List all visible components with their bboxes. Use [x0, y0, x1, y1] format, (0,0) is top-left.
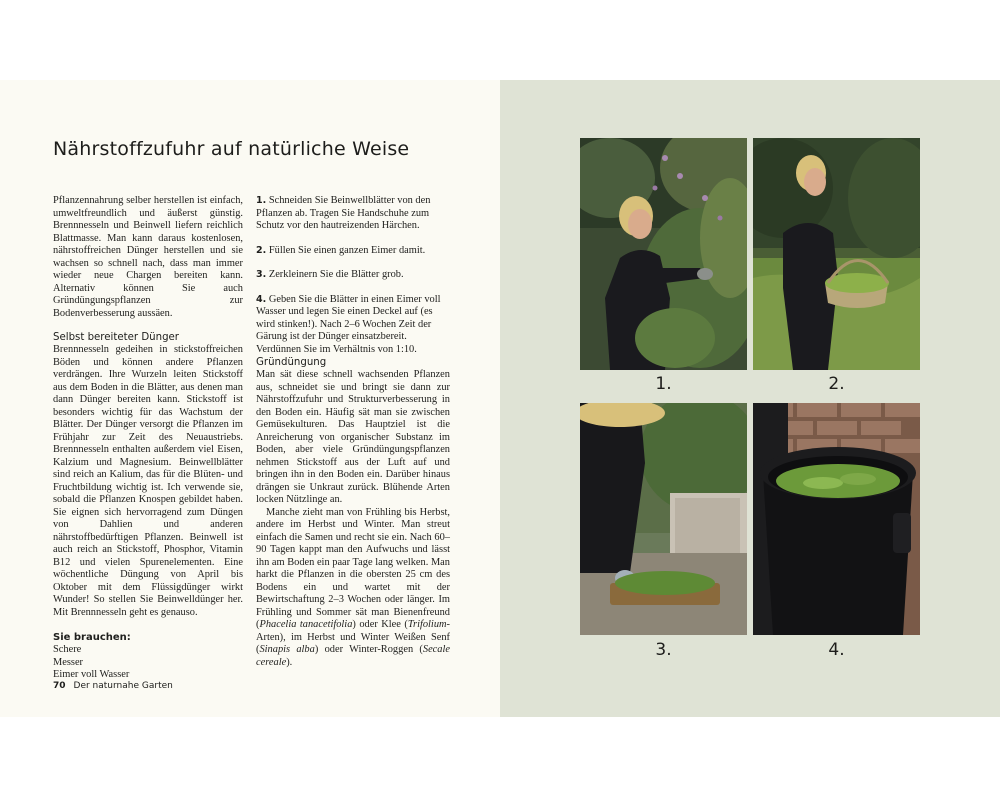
step-2 [256, 245, 450, 258]
duenger-paragraph: Brennnesseln gedeihen in stickstoffreichen Böden und können andere Pflanzen verdrängen. Ihre Wurzeln leiten Stickstoff aus dem Boden in die Blätter, aus denen man dann Dünger bereiten kann. Stickstoff ist besonders wichtig für das Wachstum der Blätter. Der Dünger versorgt die Pflanzen im Frühjahr zur Zeit des Neuaustriebs. Brennnesseln enthalten außerdem viel Eisen, Kalzium und Magnesium. Beinwellblätter sind reich an Kalium, das für die Blüten- und Fruchtbildung wichtig ist. Ich verwende sie, sobald die Pflanzen Knospen gebildet haben. Sie eignen sich hervorragend zum Düngen von Dahlien und anderen nährstoffbedürftigen Pflanzen. Beinwell ist auch reich an Stickstoff, Phosphor, Vitamin B12 und vielen Spurenelementen. Eine wöchentliche Düngung von April bis Oktober mit dem Flüssigdünger wirkt Wunder! So stellen Sie Beinwelldünger her. Mit Brennnesseln geht es genauso. [53, 344, 243, 618]
text-column-2 [256, 195, 450, 669]
left-page [0, 80, 500, 717]
photo-cutting-comfrey [580, 138, 747, 370]
section-heading-gruenduengung: Gründüngung [256, 357, 327, 368]
step-text: Schneiden Sie Beinwellblätter von den Pflanzen ab. Tragen Sie Handschuhe zum Schutz vor den hautreizenden Härchen. [256, 195, 431, 231]
need-item: Messer [53, 656, 84, 668]
gruenduengung-paragraph-1: Man sät diese schnell wachsenden Pflanzen aus, schneidet sie und bringt sie dann zur Nährstoffzufuhr und Strukturverbesserung in den Boden ein. Häufig sät man sie zwischen Gemüsekulturen. Das Hauptziel ist die Anreicherung von organischer Substanz im Boden, aber viele Gründüngungspflanzen nehmen Stickstoff aus der Luft auf und bringen ihn in den Boden ein. Darüber hinaus drängen sie Unkraut zurück. Blühende Arten locken Nützlinge an. [256, 369, 450, 505]
page-footer [53, 681, 173, 691]
page-title: Nährstoffzufuhr auf natürliche Weise [53, 138, 410, 160]
needs-heading: Sie brauchen: [53, 632, 131, 643]
need-item: Eimer voll Wasser [53, 669, 130, 680]
book-title: Der naturnahe Garten [73, 681, 173, 691]
book-spread [0, 80, 1000, 717]
step-1 [256, 195, 450, 233]
photo-chopping-leaves [580, 403, 747, 635]
photo-bucket-leaves [753, 403, 920, 635]
need-item: Schere [53, 644, 82, 655]
section-heading-duenger: Selbst bereiteter Dünger [53, 332, 180, 343]
page-number: 70 [53, 681, 66, 691]
photo-caption-2: 2. [828, 374, 845, 394]
step-number: 3. [256, 269, 267, 280]
photo-caption-4: 4. [828, 640, 845, 660]
step-text: Zerkleinern Sie die Blätter grob. [268, 269, 404, 280]
step-text: Füllen Sie einen ganzen Eimer damit. [268, 244, 426, 256]
step-4 [256, 294, 450, 357]
intro-paragraph: Pflanzennahrung selber herstellen ist einfach, umweltfreundlich und äußerst günstig. Brennnesseln und Beinwell liefern reichlich Blattmasse. Man kann daraus kostenlosen, nährstoffreichen Dünger herstellen und sie wachsen so schnell nach, dass man immer wieder neue Chargen bereiten kann. Alternativ können Sie auch Gründüngungspflanzen zur Bodenverbesserung aussäen. [53, 195, 243, 319]
step-number: 1. [256, 195, 267, 206]
gruenduengung-paragraph-2: Manche zieht man von Frühling bis Herbst, andere im Herbst und Winter. Man streut einfach die Samen und recht sie ein. Nach 60–90 Tagen kappt man den Aufwuchs und lässt ihn am Boden ein paar Tage lang welken. Man harkt die Pflanzen in die obersten 25 cm des Bodens ein und wartet mit der Bewirtschaftung 2–3 Wochen oder länger. Im Frühling und Sommer sät man Bienenfreund (Phacelia tanacetifolia) oder Klee (Trifolium-Arten), im Herbst und Winter Weißen Senf (Sinapis alba) oder Winter-Roggen (Secale cereale). [256, 506, 450, 668]
step-number: 2. [256, 244, 267, 256]
right-page [500, 80, 1000, 717]
step-3 [256, 269, 450, 282]
photo-basket-leaves [753, 138, 920, 370]
photo-caption-3: 3. [655, 640, 672, 660]
step-text: Geben Sie die Blätter in einen Eimer voll Wasser und legen Sie einen Deckel auf (es wird stinken!). Nach 2–6 Wochen Zeit der Gärung ist der Dünger einsatzbereit. Verdünnen Sie im Verhältnis von 1:10. [256, 293, 441, 355]
photo-caption-1: 1. [655, 374, 672, 394]
text-column-1 [53, 195, 243, 682]
step-number: 4. [256, 293, 267, 305]
